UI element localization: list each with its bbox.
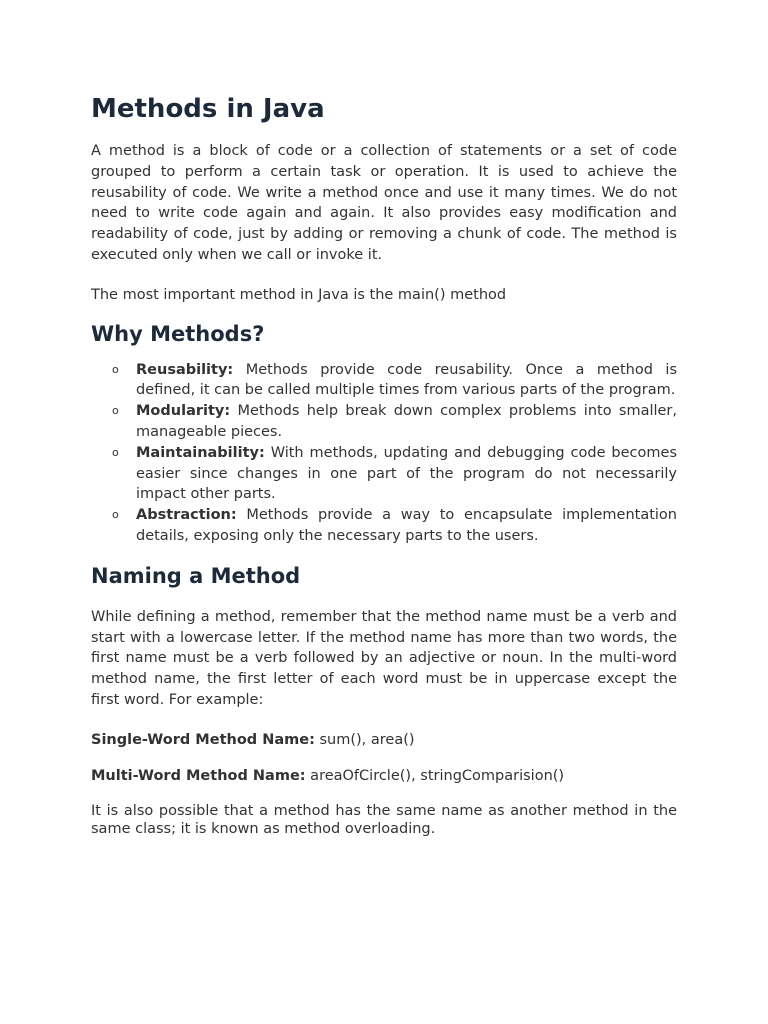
why-methods-list — [91, 360, 677, 547]
document-page — [91, 92, 677, 838]
list-item-term: Maintainability: — [136, 444, 265, 461]
list-item — [91, 443, 677, 505]
main-method-note: The most important method in Java is the main() method — [91, 286, 507, 303]
naming-method-heading: Naming a Method — [91, 563, 301, 588]
list-item-text: With methods, updating and debugging code becomes easier since changes in one part of the program do not necessarily impact other parts. — [136, 444, 677, 503]
multi-word-value: areaOfCircle(), stringComparision() — [305, 767, 565, 784]
multi-word-example — [91, 766, 677, 787]
why-methods-heading: Why Methods? — [91, 321, 265, 346]
list-item-term: Abstraction: — [136, 507, 237, 524]
single-word-label: Single-Word Method Name: — [91, 731, 315, 748]
list-item-term: Reusability: — [136, 361, 234, 378]
list-item — [91, 360, 677, 402]
list-item — [91, 505, 677, 547]
overloading-paragraph: It is also possible that a method has the same name as another method in the same class; it is known as method overloading. — [91, 803, 677, 837]
list-item-text: Methods provide a way to encapsulate implementation details, exposing only the necessary parts to the users. — [136, 507, 677, 544]
bullet-marker: o — [112, 508, 119, 522]
intro-paragraph: A method is a block of code or a collection of statements or a set of code grouped to perform a certain task or operation. It is used to achieve the reusability of code. We write a method once and use it many times. We do not need to write code again and again. It also provides easy modification and readability of code, just by adding or removing a chunk of code. The method is executed only when we call or invoke it. — [91, 143, 677, 263]
multi-word-label: Multi-Word Method Name: — [91, 767, 306, 784]
list-item-text: Methods help break down complex problems into smaller, manageable pieces. — [136, 403, 677, 440]
bullet-marker: o — [112, 445, 119, 459]
bullet-marker: o — [112, 404, 119, 418]
bullet-marker: o — [112, 362, 119, 376]
page-title: Methods in Java — [91, 94, 325, 124]
list-item-text: Methods provide code reusability. Once a method is defined, it can be called multiple times from various parts of the program. — [136, 361, 677, 399]
list-item — [91, 401, 677, 443]
naming-paragraph: While defining a method, remember that the method name must be a verb and start with a lowercase letter. If the method name has more than two words, the first name must be a verb followed by an adjective or noun. In the multi-word method name, the first letter of each word must be in uppercase except the first word. For example: — [91, 608, 677, 708]
single-word-example — [91, 730, 677, 751]
list-item-term: Modularity: — [136, 403, 231, 420]
single-word-value: sum(), area() — [314, 731, 415, 748]
